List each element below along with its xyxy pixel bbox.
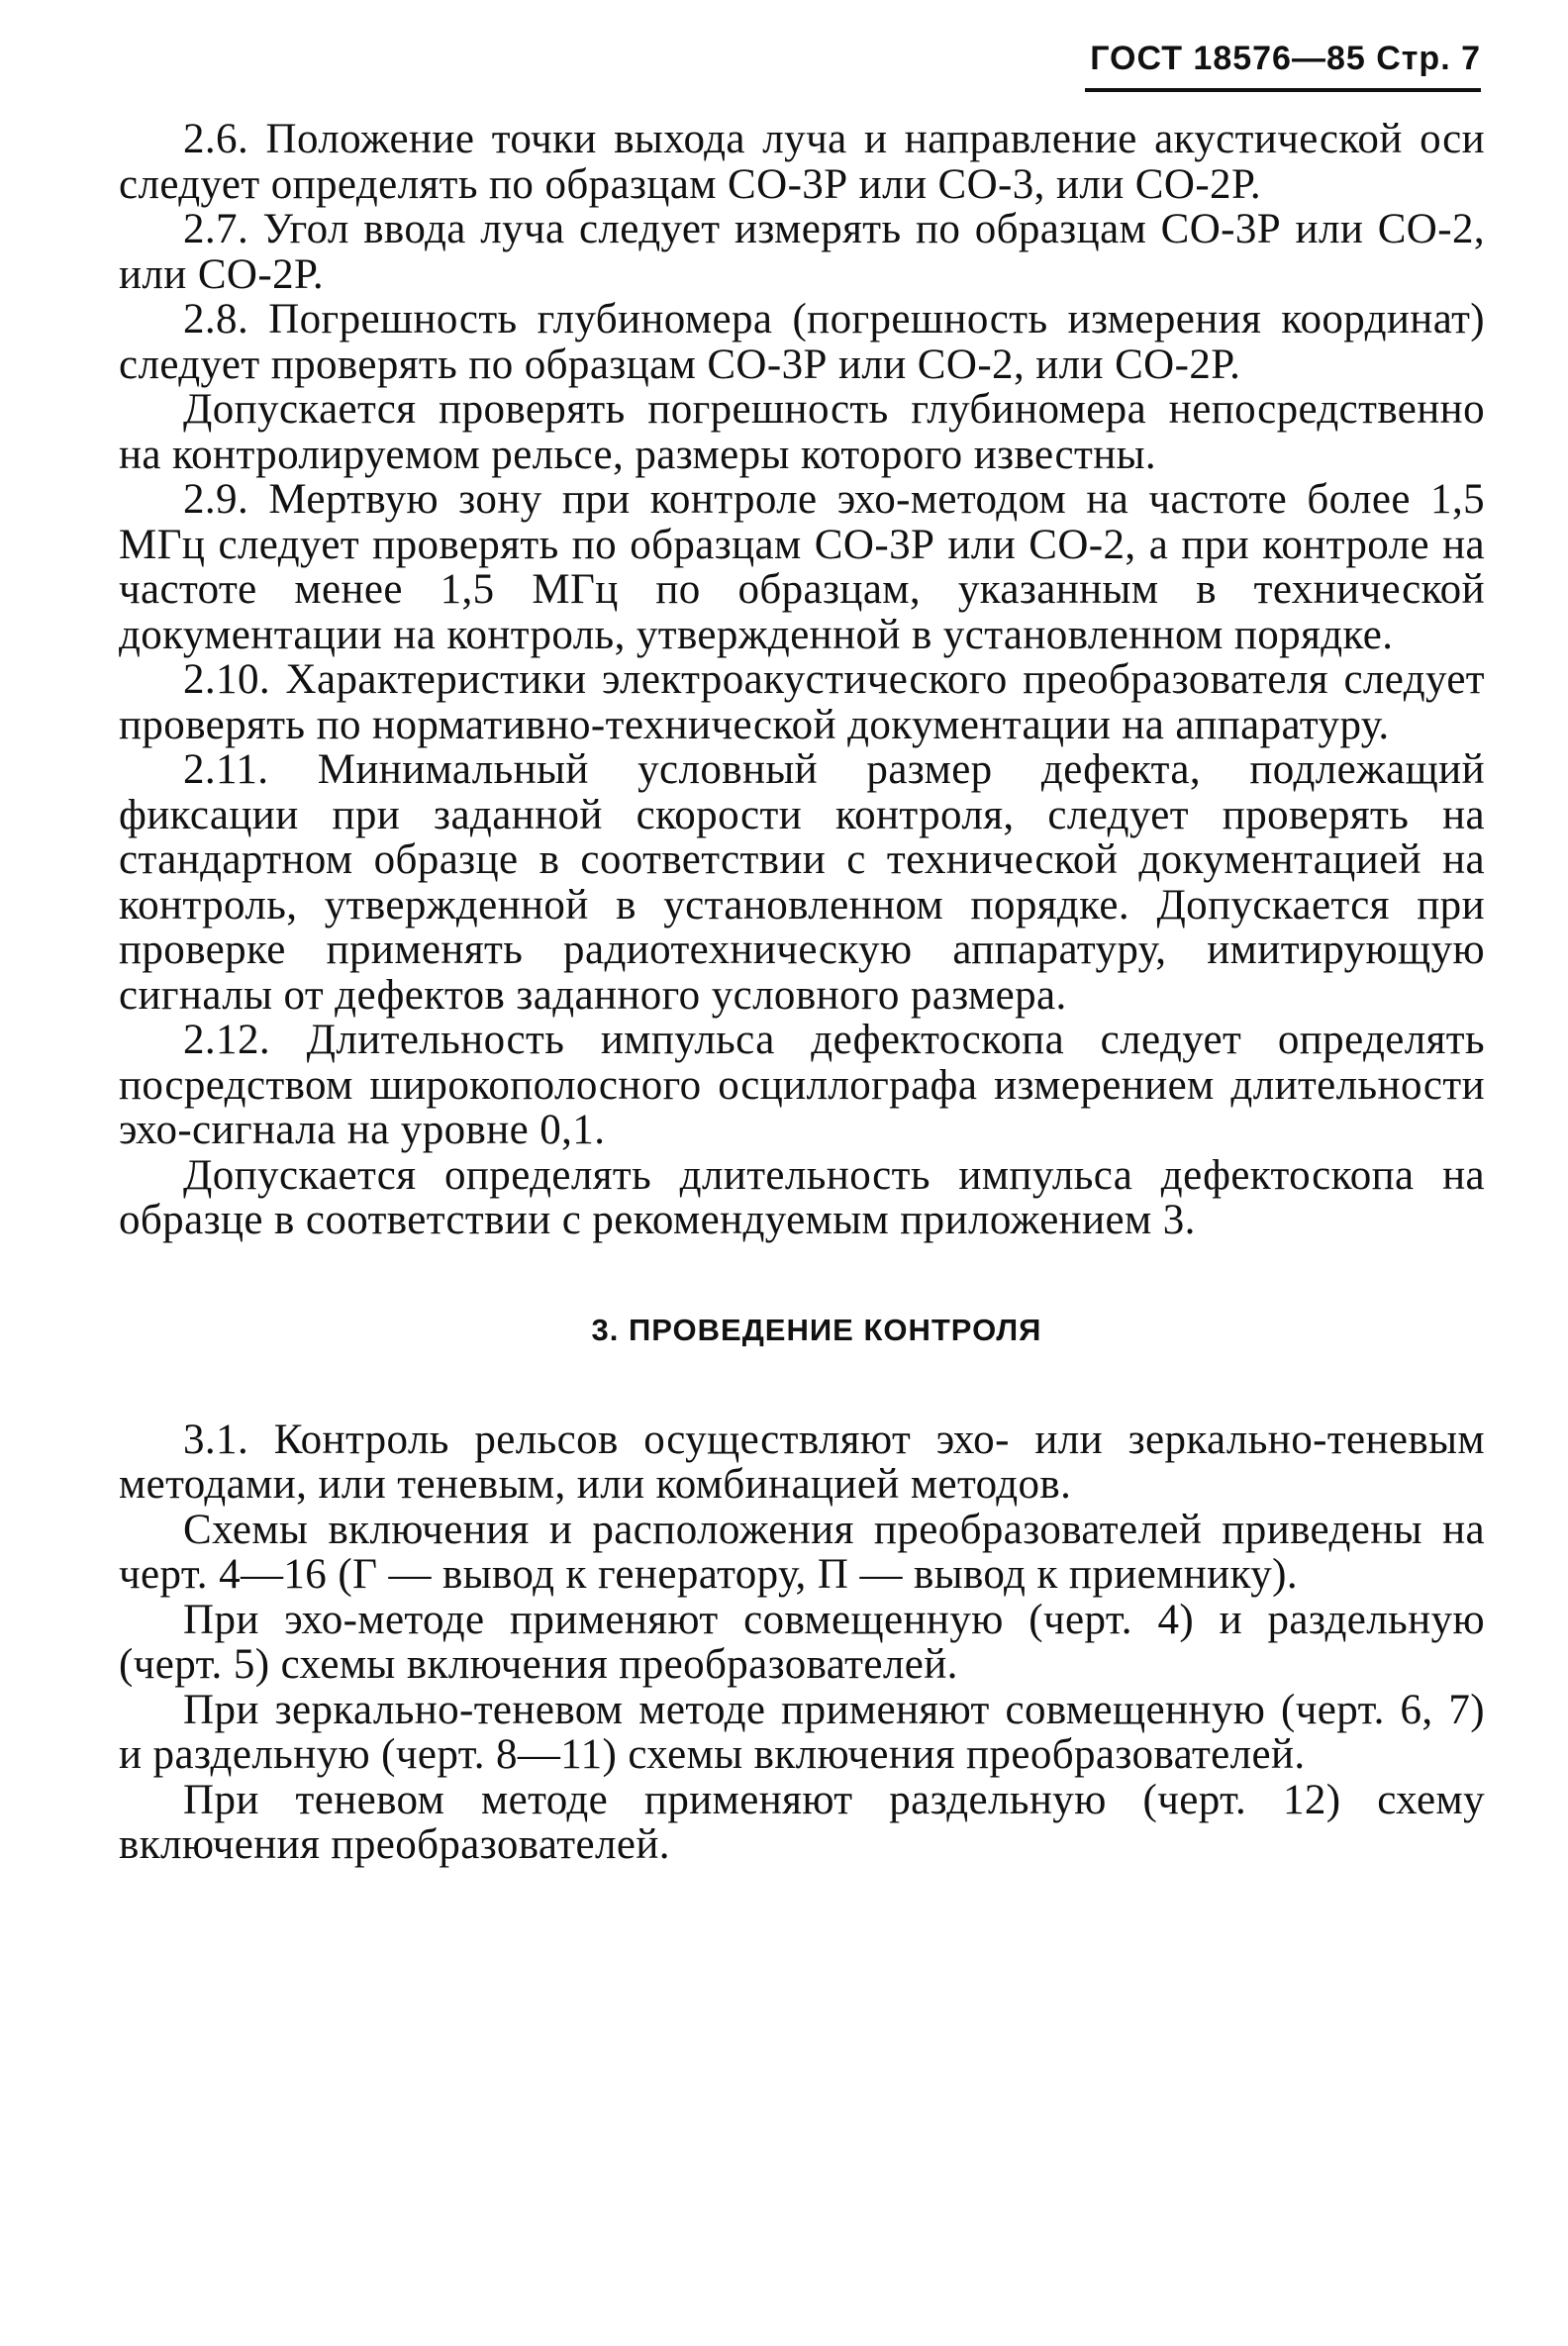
paragraph-3-1-shadow: При теневом методе применяют раздельную (черт. 12) схему включения преобразователей. bbox=[119, 1776, 1485, 1868]
section-title: 3. ПРОВЕДЕНИЕ КОНТРОЛЯ bbox=[591, 1312, 1042, 1347]
paragraph-2-12: 2.12. Длительность импульса дефектоскопа следует определять посредством широкополосного осциллографа измерением длительности эхо-сигнала на уровне 0,1. bbox=[119, 1017, 1485, 1153]
paragraph-2-7: 2.7. Угол ввода луча следует измерять по образцам СО-3Р или СО-2, или СО-2Р. bbox=[119, 206, 1485, 298]
paragraph-2-12-note: Допускается определять длительность импульса дефектоскопа на образце в соответствии с рекомендуемым приложением 3. bbox=[119, 1151, 1485, 1243]
paragraph-2-9: 2.9. Мертвую зону при контроле эхо-методом на частоте более 1,5 МГц следует проверять по образцам СО-3Р или СО-2, а при контроле на частоте менее 1,5 МГц по образцам, указанным в технической документации на контроль, утвержденной в установленном порядке. bbox=[119, 476, 1485, 658]
paragraph-2-8-note: Допускается проверять погрешность глубиномера непосредственно на контролируемом рельсе, размеры которого известны. bbox=[119, 386, 1485, 478]
paragraph-3-1: 3.1. Контроль рельсов осуществляют эхо- или зеркально-теневым методами, или теневым, или комбинацией методов. bbox=[119, 1416, 1485, 1508]
paragraph-2-11: 2.11. Минимальный условный размер дефекта, подлежащий фиксации при заданной скорости контроля, следует проверять на стандартном образце в соответствии с технической документацией на контроль, утвержденной в установленном порядке. Допускается при проверке применять радиотехническую аппаратуру, имитирующую сигналы от дефектов заданного условного размера. bbox=[119, 746, 1485, 1019]
paragraph-3-1-echo: При эхо-методе применяют совмещенную (черт. 4) и раздельную (черт. 5) схемы включения преобразователей. bbox=[119, 1596, 1485, 1688]
paragraph-2-6: 2.6. Положение точки выхода луча и направление акустической оси следует определять по образцам СО-3Р или СО-3, или СО-2Р. bbox=[119, 116, 1485, 208]
paragraph-2-10: 2.10. Характеристики электроакустического преобразователя следует проверять по нормативно-технической документации на аппаратуру. bbox=[119, 656, 1485, 748]
document-body bbox=[119, 117, 1485, 1868]
paragraph-3-1-schemes: Схемы включения и расположения преобразователей приведены на черт. 4—16 (Г — вывод к генератору, П — вывод к приемнику). bbox=[119, 1506, 1485, 1598]
paragraph-3-1-mirror-shadow: При зеркально-теневом методе применяют совмещенную (черт. 6, 7) и раздельную (черт. 8—11) схемы включения преобразователей. bbox=[119, 1686, 1485, 1778]
page-header: ГОСТ 18576—85 Стр. 7 bbox=[1085, 40, 1481, 92]
paragraph-2-8: 2.8. Погрешность глубиномера (погрешность измерения координат) следует проверять по образцам СО-3Р или СО-2, или СО-2Р. bbox=[119, 296, 1485, 388]
